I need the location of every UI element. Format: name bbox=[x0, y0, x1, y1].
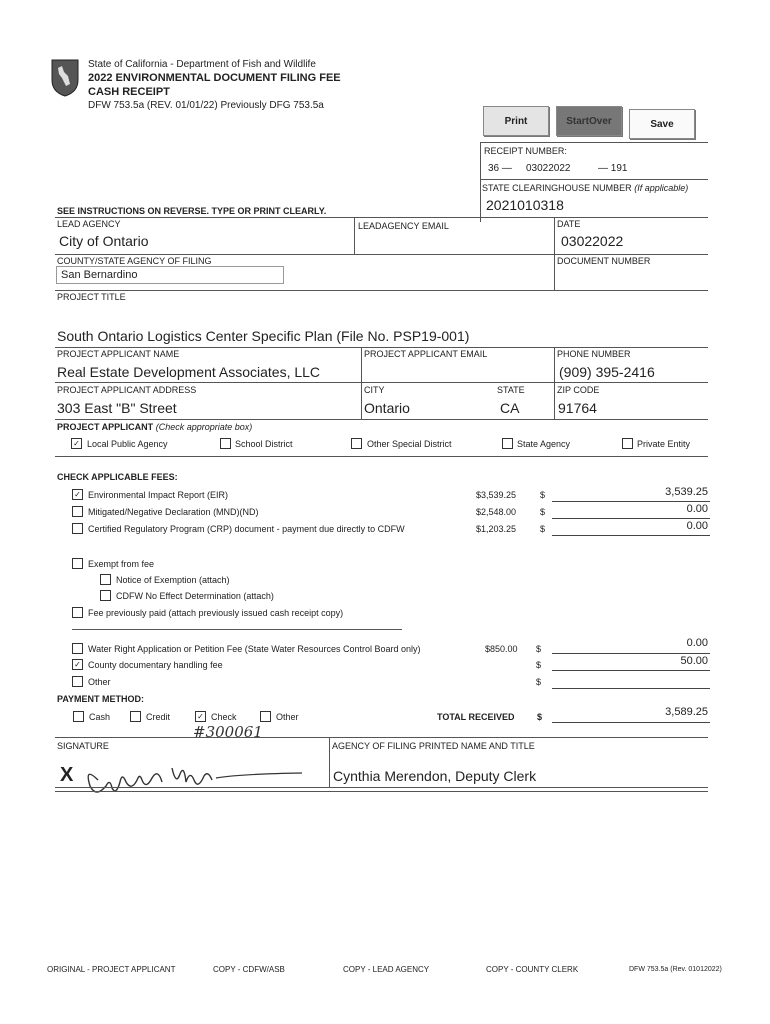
eir-currency: $ bbox=[540, 490, 546, 500]
other-payment-label: Other bbox=[276, 712, 299, 722]
other-fee-currency: $ bbox=[536, 677, 542, 687]
total-currency: $ bbox=[537, 712, 543, 722]
receipt-suffix: — 191 bbox=[598, 163, 628, 174]
crp-rate: $1,203.25 bbox=[476, 524, 517, 534]
prev-paid-checkbox[interactable] bbox=[72, 607, 83, 618]
handwritten-signature bbox=[80, 752, 310, 802]
receipt-prefix: 36 — bbox=[488, 163, 512, 174]
footer-copy-county-clerk: COPY - COUNTY CLERK bbox=[486, 965, 579, 974]
other-special-district-label: Other Special District bbox=[367, 439, 452, 449]
footer-form-rev: DFW 753.5a (Rev. 01012022) bbox=[629, 966, 722, 973]
credit-label: Credit bbox=[146, 712, 171, 722]
receipt-number-label: RECEIPT NUMBER: bbox=[484, 146, 567, 156]
form-title: 2022 ENVIRONMENTAL DOCUMENT FILING FEE bbox=[88, 72, 341, 84]
school-district-label: School District bbox=[235, 439, 293, 449]
mnd-checkbox[interactable] bbox=[72, 506, 83, 517]
applicant-name-value: Real Estate Development Associates, LLC bbox=[57, 364, 321, 380]
mnd-currency: $ bbox=[540, 507, 546, 517]
crp-amount[interactable]: 0.00 bbox=[686, 520, 708, 532]
local-public-agency-label: Local Public Agency bbox=[87, 439, 168, 449]
zip-value: 91764 bbox=[558, 400, 597, 416]
notice-exemption-label: Notice of Exemption (attach) bbox=[116, 575, 230, 585]
exempt-checkbox[interactable] bbox=[72, 558, 83, 569]
cdfw-no-effect-label: CDFW No Effect Determination (attach) bbox=[116, 591, 274, 601]
applicant-name-label: PROJECT APPLICANT NAME bbox=[57, 349, 180, 359]
other-payment-checkbox[interactable] bbox=[260, 711, 271, 722]
instructions: SEE INSTRUCTIONS ON REVERSE. TYPE OR PRINT CLEARLY. bbox=[57, 206, 327, 216]
private-entity-checkbox[interactable] bbox=[622, 438, 633, 449]
agency-name-title-label: AGENCY OF FILING PRINTED NAME AND TITLE bbox=[332, 741, 535, 751]
payment-heading: PAYMENT METHOD: bbox=[57, 694, 145, 704]
applicant-type-label: PROJECT APPLICANT (Check appropriate box) bbox=[57, 422, 253, 432]
document-number-label: DOCUMENT NUMBER bbox=[557, 256, 651, 266]
form-subtitle: CASH RECEIPT bbox=[88, 86, 170, 98]
crp-checkbox[interactable] bbox=[72, 523, 83, 534]
city-value: Ontario bbox=[364, 400, 410, 416]
mnd-rate: $2,548.00 bbox=[476, 507, 517, 517]
check-checkbox[interactable]: ✓ bbox=[195, 711, 206, 722]
footer-copy-cdfw: COPY - CDFW/ASB bbox=[213, 965, 285, 974]
eir-checkbox[interactable]: ✓ bbox=[72, 489, 83, 500]
other-fee-checkbox[interactable] bbox=[72, 676, 83, 687]
cash-label: Cash bbox=[89, 712, 111, 722]
local-public-agency-checkbox[interactable]: ✓ bbox=[71, 438, 82, 449]
agency-name-value: Cynthia Merendon, Deputy Clerk bbox=[333, 768, 537, 784]
mnd-label: Mitigated/Negative Declaration (MND)(ND) bbox=[88, 507, 259, 517]
fees-heading: CHECK APPLICABLE FEES: bbox=[57, 472, 178, 482]
print-button[interactable]: Print bbox=[483, 106, 549, 136]
lead-agency-email-label: LEADAGENCY EMAIL bbox=[358, 221, 449, 231]
zip-label: ZIP CODE bbox=[557, 385, 600, 395]
phone-label: PHONE NUMBER bbox=[557, 349, 631, 359]
date-value: 03022022 bbox=[561, 233, 624, 249]
water-right-currency: $ bbox=[536, 644, 542, 654]
water-right-rate: $850.00 bbox=[485, 644, 518, 654]
applicant-address-label: PROJECT APPLICANT ADDRESS bbox=[57, 385, 197, 395]
signature-label: SIGNATURE bbox=[57, 741, 109, 751]
lead-agency-value: City of Ontario bbox=[59, 233, 149, 249]
county-fee-amount[interactable]: 50.00 bbox=[680, 655, 708, 667]
water-right-checkbox[interactable] bbox=[72, 643, 83, 654]
prev-paid-label: Fee previously paid (attach previously issued cash receipt copy) bbox=[88, 608, 344, 618]
other-fee-label: Other bbox=[88, 677, 111, 687]
check-number-handwritten: #300061 bbox=[193, 723, 263, 741]
check-label: Check bbox=[211, 712, 237, 722]
crp-label: Certified Regulatory Program (CRP) document - payment due directly to CDFW bbox=[88, 524, 405, 534]
credit-checkbox[interactable] bbox=[130, 711, 141, 722]
project-title-label: PROJECT TITLE bbox=[57, 292, 126, 302]
state-agency-checkbox[interactable] bbox=[502, 438, 513, 449]
crp-currency: $ bbox=[540, 524, 546, 534]
mnd-amount[interactable]: 0.00 bbox=[686, 503, 708, 515]
eir-amount[interactable]: 3,539.25 bbox=[665, 486, 708, 498]
footer-copy-lead-agency: COPY - LEAD AGENCY bbox=[343, 965, 430, 974]
cdfw-no-effect-checkbox[interactable] bbox=[100, 590, 111, 601]
save-button[interactable]: Save bbox=[629, 109, 695, 139]
eir-rate: $3,539.25 bbox=[476, 490, 517, 500]
lead-agency-label: LEAD AGENCY bbox=[57, 219, 121, 229]
footer-original: ORIGINAL - PROJECT APPLICANT bbox=[47, 965, 176, 974]
city-label: CITY bbox=[364, 385, 385, 395]
county-field[interactable]: San Bernardino bbox=[56, 266, 284, 284]
county-label: COUNTY/STATE AGENCY OF FILING bbox=[57, 256, 212, 266]
start-over-button[interactable]: StartOver bbox=[556, 106, 622, 136]
water-right-label: Water Right Application or Petition Fee (State Water Resources Control Board only) bbox=[88, 644, 421, 654]
state-agency-label: State Agency bbox=[517, 439, 571, 449]
applicant-address-value: 303 East "B" Street bbox=[57, 400, 177, 416]
cash-checkbox[interactable] bbox=[73, 711, 84, 722]
private-entity-label: Private Entity bbox=[637, 439, 691, 449]
other-special-district-checkbox[interactable] bbox=[351, 438, 362, 449]
county-fee-checkbox[interactable]: ✓ bbox=[72, 659, 83, 670]
state-value: CA bbox=[500, 400, 520, 416]
signature-x: X bbox=[60, 764, 74, 786]
ca-fish-wildlife-seal-icon bbox=[50, 58, 80, 98]
county-fee-currency: $ bbox=[536, 660, 542, 670]
agency-line: State of California - Department of Fish and Wildlife bbox=[88, 59, 316, 70]
form-revision: DFW 753.5a (REV. 01/01/22) Previously DFG 753.5a bbox=[88, 100, 324, 111]
state-label: STATE bbox=[497, 385, 525, 395]
water-right-amount[interactable]: 0.00 bbox=[686, 637, 708, 649]
project-title-value: South Ontario Logistics Center Specific Plan (File No. PSP19-001) bbox=[57, 328, 470, 344]
eir-label: Environmental Impact Report (EIR) bbox=[88, 490, 229, 500]
applicant-email-label: PROJECT APPLICANT EMAIL bbox=[364, 349, 488, 359]
total-received-amount[interactable]: 3,589.25 bbox=[665, 706, 708, 718]
notice-exemption-checkbox[interactable] bbox=[100, 574, 111, 585]
date-label: DATE bbox=[557, 219, 581, 229]
county-fee-label: County documentary handling fee bbox=[88, 660, 223, 670]
school-district-checkbox[interactable] bbox=[220, 438, 231, 449]
total-received-label: TOTAL RECEIVED bbox=[437, 712, 515, 722]
exempt-label: Exempt from fee bbox=[88, 559, 155, 569]
receipt-middle: 03022022 bbox=[526, 163, 571, 174]
phone-value: (909) 395-2416 bbox=[559, 364, 655, 380]
clearinghouse-label: STATE CLEARINGHOUSE NUMBER (If applicable) bbox=[482, 183, 689, 193]
clearinghouse-number: 2021010318 bbox=[486, 197, 564, 213]
